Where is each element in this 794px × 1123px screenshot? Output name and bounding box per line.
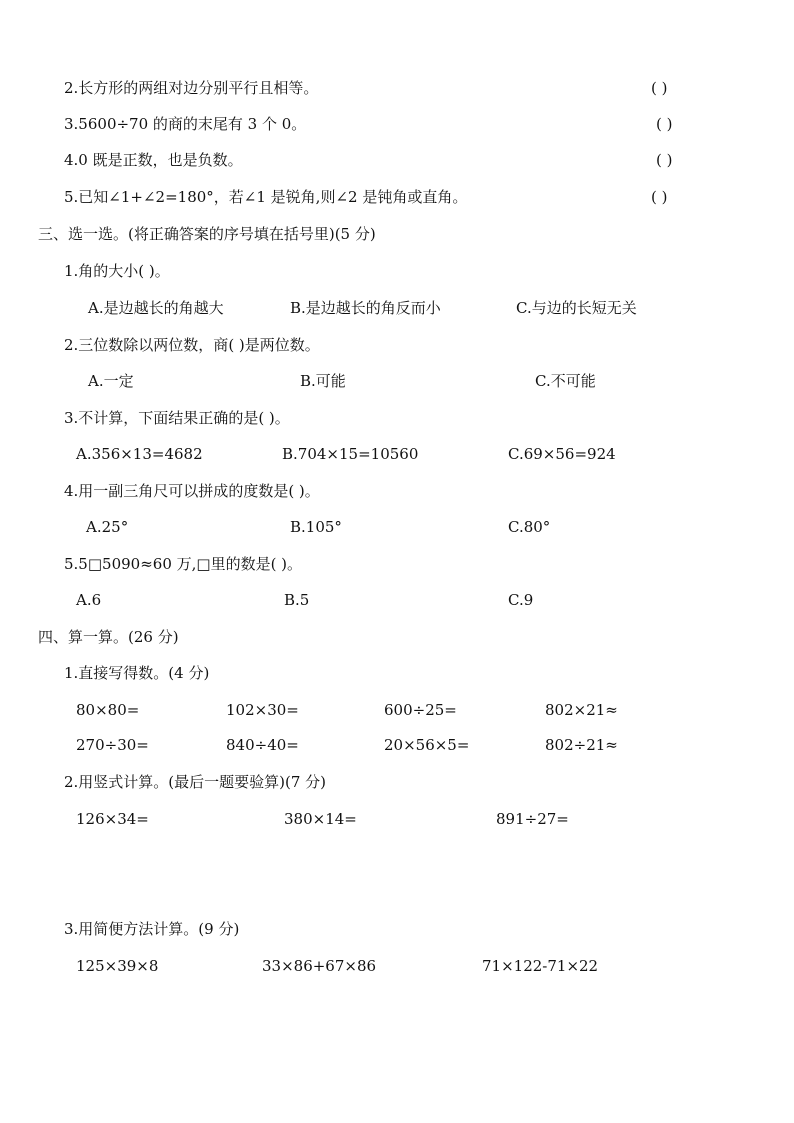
calc-2-4: 802÷21≈ — [545, 736, 618, 754]
judge-item-2: 2.长方形的两组对边分别平行且相等。 — [64, 79, 319, 97]
q4-option-b[interactable]: B.105° — [290, 518, 342, 536]
q1-option-b[interactable]: B.是边越长的角反而小 — [290, 299, 441, 317]
calc-2-3: 20×56×5= — [384, 736, 470, 754]
q2-option-a[interactable]: A.一定 — [88, 372, 134, 390]
answer-paren-2[interactable]: ( ) — [651, 79, 668, 97]
q1-option-a[interactable]: A.是边越长的角越大 — [88, 299, 224, 317]
part-3-title: 3.用简便方法计算。(9 分) — [64, 920, 240, 938]
q2-option-c[interactable]: C.不可能 — [535, 372, 596, 390]
vertical-calc-1: 126×34= — [76, 810, 149, 828]
calc-1-2: 102×30= — [226, 701, 299, 719]
section-4-title: 四、算一算。(26 分) — [38, 628, 179, 646]
calc-1-3: 600÷25= — [384, 701, 457, 719]
section-3-title: 三、选一选。(将正确答案的序号填在括号里)(5 分) — [38, 225, 376, 243]
calc-2-1: 270÷30= — [76, 736, 149, 754]
q4-option-c[interactable]: C.80° — [508, 518, 551, 536]
part-1-title: 1.直接写得数。(4 分) — [64, 664, 210, 682]
vertical-calc-2: 380×14= — [284, 810, 357, 828]
choice-question-5: 5.5□5090≈60 万,□里的数是( )。 — [64, 555, 303, 573]
choice-question-3: 3.不计算，下面结果正确的是( )。 — [64, 409, 290, 427]
q5-option-c[interactable]: C.9 — [508, 591, 534, 609]
calc-1-4: 802×21≈ — [545, 701, 618, 719]
q5-option-a[interactable]: A.6 — [76, 591, 102, 609]
judge-item-4: 4.0 既是正数，也是负数。 — [64, 151, 243, 169]
judge-item-3: 3.5600÷70 的商的末尾有 3 个 0。 — [64, 115, 307, 133]
choice-question-4: 4.用一副三角尺可以拼成的度数是( )。 — [64, 482, 320, 500]
choice-question-2: 2.三位数除以两位数，商( )是两位数。 — [64, 336, 320, 354]
vertical-calc-3: 891÷27= — [496, 810, 569, 828]
part-2-title: 2.用竖式计算。(最后一题要验算)(7 分) — [64, 773, 327, 791]
q3-option-b[interactable]: B.704×15=10560 — [282, 445, 419, 463]
answer-paren-4[interactable]: ( ) — [656, 151, 673, 169]
q1-option-c[interactable]: C.与边的长短无关 — [516, 299, 637, 317]
calc-1-1: 80×80= — [76, 701, 140, 719]
q2-option-b[interactable]: B.可能 — [300, 372, 346, 390]
judge-item-5: 5.已知∠1+∠2=180°，若∠1 是锐角,则∠2 是钝角或直角。 — [64, 188, 468, 206]
answer-paren-3[interactable]: ( ) — [656, 115, 673, 133]
simplify-calc-1: 125×39×8 — [76, 957, 159, 975]
simplify-calc-3: 71×122-71×22 — [482, 957, 599, 975]
simplify-calc-2: 33×86+67×86 — [262, 957, 377, 975]
q3-option-a[interactable]: A.356×13=4682 — [76, 445, 203, 463]
q5-option-b[interactable]: B.5 — [284, 591, 310, 609]
choice-question-1: 1.角的大小( )。 — [64, 262, 170, 280]
calc-2-2: 840÷40= — [226, 736, 299, 754]
q3-option-c[interactable]: C.69×56=924 — [508, 445, 616, 463]
answer-paren-5[interactable]: ( ) — [651, 188, 668, 206]
q4-option-a[interactable]: A.25° — [86, 518, 129, 536]
